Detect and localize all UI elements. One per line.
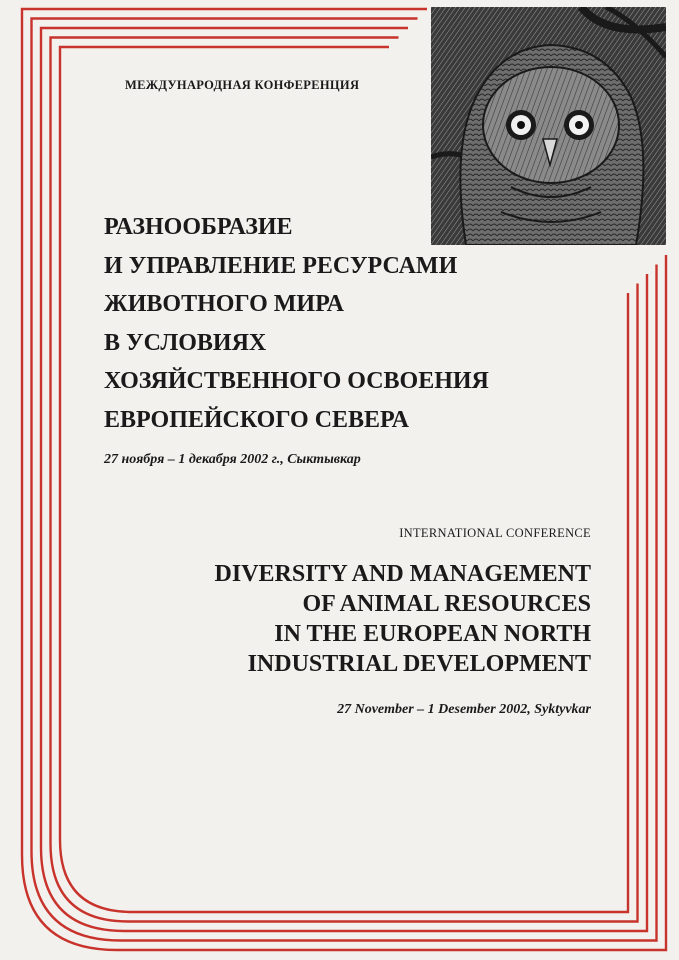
en-title-line: DIVERSITY AND MANAGEMENT [214, 561, 591, 587]
en-title-line: IN THE EUROPEAN NORTH [274, 621, 591, 647]
ru-title-line: И УПРАВЛЕНИЕ РЕСУРСАМИ [104, 252, 458, 279]
en-conference-label: INTERNATIONAL CONFERENCE [399, 526, 591, 540]
ru-date-place: 27 ноября – 1 декабря 2002 г., Сыктывкар [104, 452, 361, 467]
en-title-line: OF ANIMAL RESOURCES [302, 591, 591, 617]
en-title-line: INDUSTRIAL DEVELOPMENT [247, 651, 591, 677]
ru-conference-label: МЕЖДУНАРОДНАЯ КОНФЕРЕНЦИЯ [125, 78, 360, 92]
ru-title-line: ЕВРОПЕЙСКОГО СЕВЕРА [104, 406, 409, 433]
ru-title-line: ЖИВОТНОГО МИРА [104, 291, 344, 317]
ru-title-line: ХОЗЯЙСТВЕННОГО ОСВОЕНИЯ [104, 368, 489, 394]
ru-title-line: РАЗНООБРАЗИЕ [104, 214, 293, 240]
en-date-place: 27 November – 1 Desember 2002, Syktyvkar [337, 702, 591, 717]
ru-title [104, 208, 489, 439]
en-title [215, 559, 591, 679]
ru-title-line: В УСЛОВИЯХ [104, 329, 267, 356]
